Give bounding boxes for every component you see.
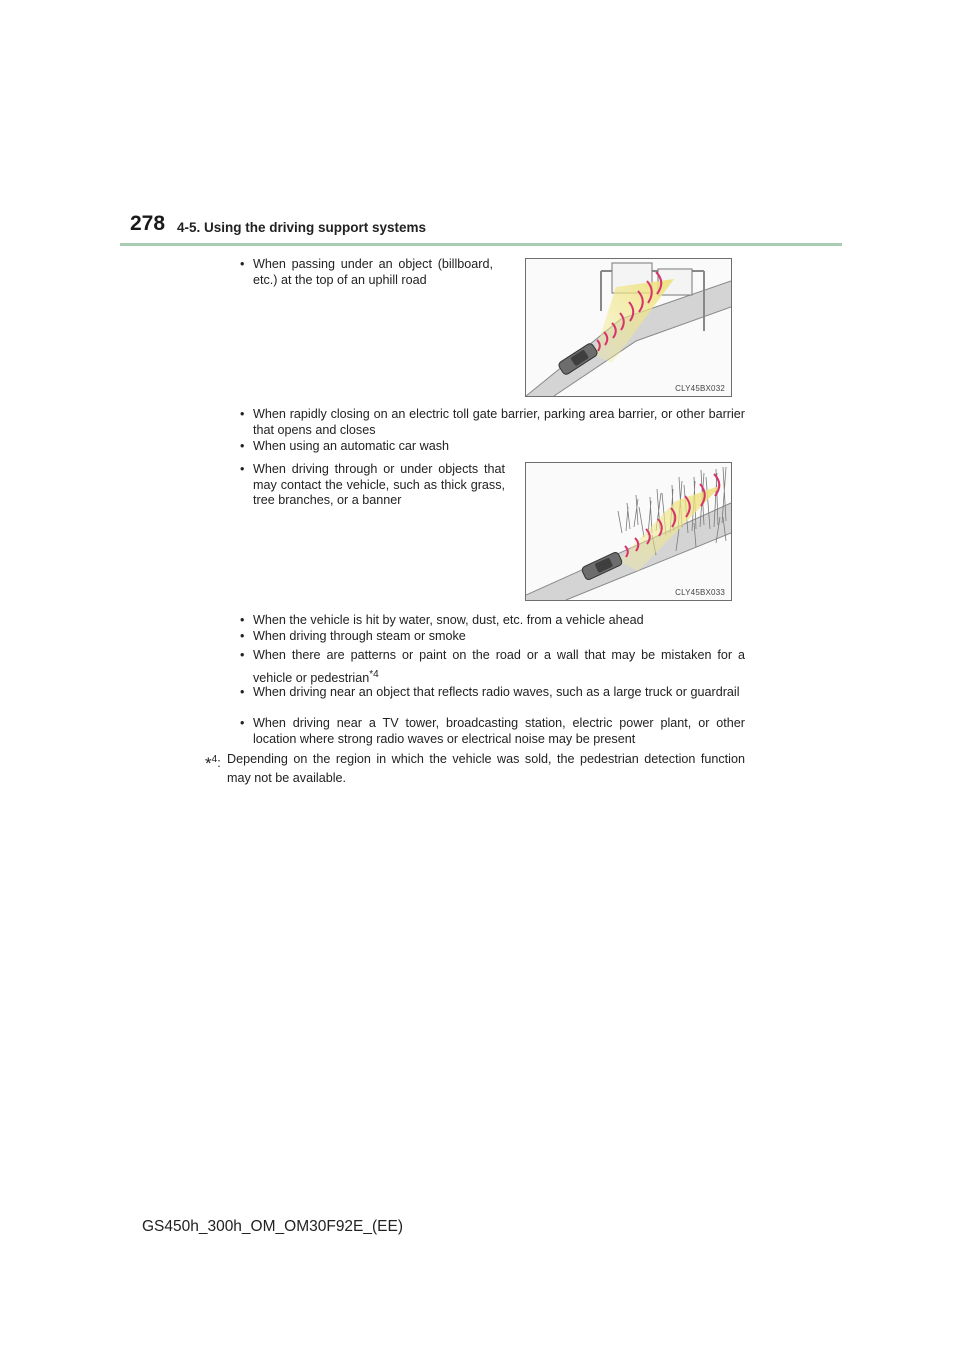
bullet-text: When there are patterns or paint on the road or a wall that may be mistaken for a vehicle or pedestrian [253, 648, 745, 685]
bullet-glyph: • [240, 257, 245, 271]
bullet-glyph: • [240, 462, 245, 476]
figure-code: CLY45BX032 [675, 384, 725, 393]
footnote-ref-number: 4 [373, 669, 379, 680]
bullet-item [240, 716, 745, 747]
bullet-glyph: • [240, 439, 245, 453]
bullet-item [240, 629, 745, 645]
thick-grass-illustration [526, 463, 731, 600]
bullet-item [240, 439, 745, 455]
footnote-colon: : [217, 756, 221, 770]
bullet-glyph: • [240, 716, 245, 730]
bullet-text: When driving through or under objects that may contact the vehicle, such as thick grass, tree branches, or a banner [253, 462, 505, 507]
section-title: 4-5. Using the driving support systems [177, 220, 427, 235]
bullet-glyph: • [240, 648, 245, 662]
figure-thick-grass [525, 462, 732, 601]
uphill-billboard-illustration [526, 259, 731, 396]
figure-code: CLY45BX033 [675, 588, 725, 597]
page-header [120, 212, 842, 246]
bullet-item [240, 685, 745, 701]
footnote-star: * [205, 754, 212, 773]
bullet-glyph: • [240, 685, 245, 699]
footnote-ref-star: * [369, 669, 374, 680]
bullet-text: When driving near an object that reflects radio waves, such as a large truck or guardrail [253, 685, 740, 699]
footnote-text: Depending on the region in which the vehicle was sold, the pedestrian detection function may not be available. [227, 752, 745, 785]
figure-uphill-billboard [525, 258, 732, 397]
bullet-text: When using an automatic car wash [253, 439, 450, 453]
bullet-item [240, 613, 745, 629]
bullet-text: When passing under an object (billboard, etc.) at the top of an uphill road [253, 257, 493, 287]
bullet-glyph: • [240, 629, 245, 643]
document-code: GS450h_300h_OM_OM30F92E_(EE) [141, 1218, 404, 1235]
bullet-text: When driving through steam or smoke [253, 629, 466, 643]
bullet-text: When the vehicle is hit by water, snow, dust, etc. from a vehicle ahead [253, 613, 644, 627]
header-divider [120, 243, 842, 246]
bullet-glyph: • [240, 407, 245, 421]
footnote-ref [369, 669, 378, 680]
bullet-text: When driving near a TV tower, broadcasting station, electric power plant, or other location where strong radio waves or electrical noise may be present [253, 716, 745, 746]
bullet-glyph: • [240, 613, 245, 627]
bullet-text: When rapidly closing on an electric toll gate barrier, parking area barrier, or other barrier that opens and closes [253, 407, 745, 437]
footnote-number: 4 [211, 754, 218, 765]
bullet-item [240, 645, 745, 688]
bullet-item [240, 407, 745, 438]
footnote-marker [205, 750, 221, 773]
page-number: 278 [130, 212, 166, 235]
footnote [205, 750, 745, 788]
bullet-item [240, 257, 493, 288]
bullet-item [240, 462, 505, 509]
